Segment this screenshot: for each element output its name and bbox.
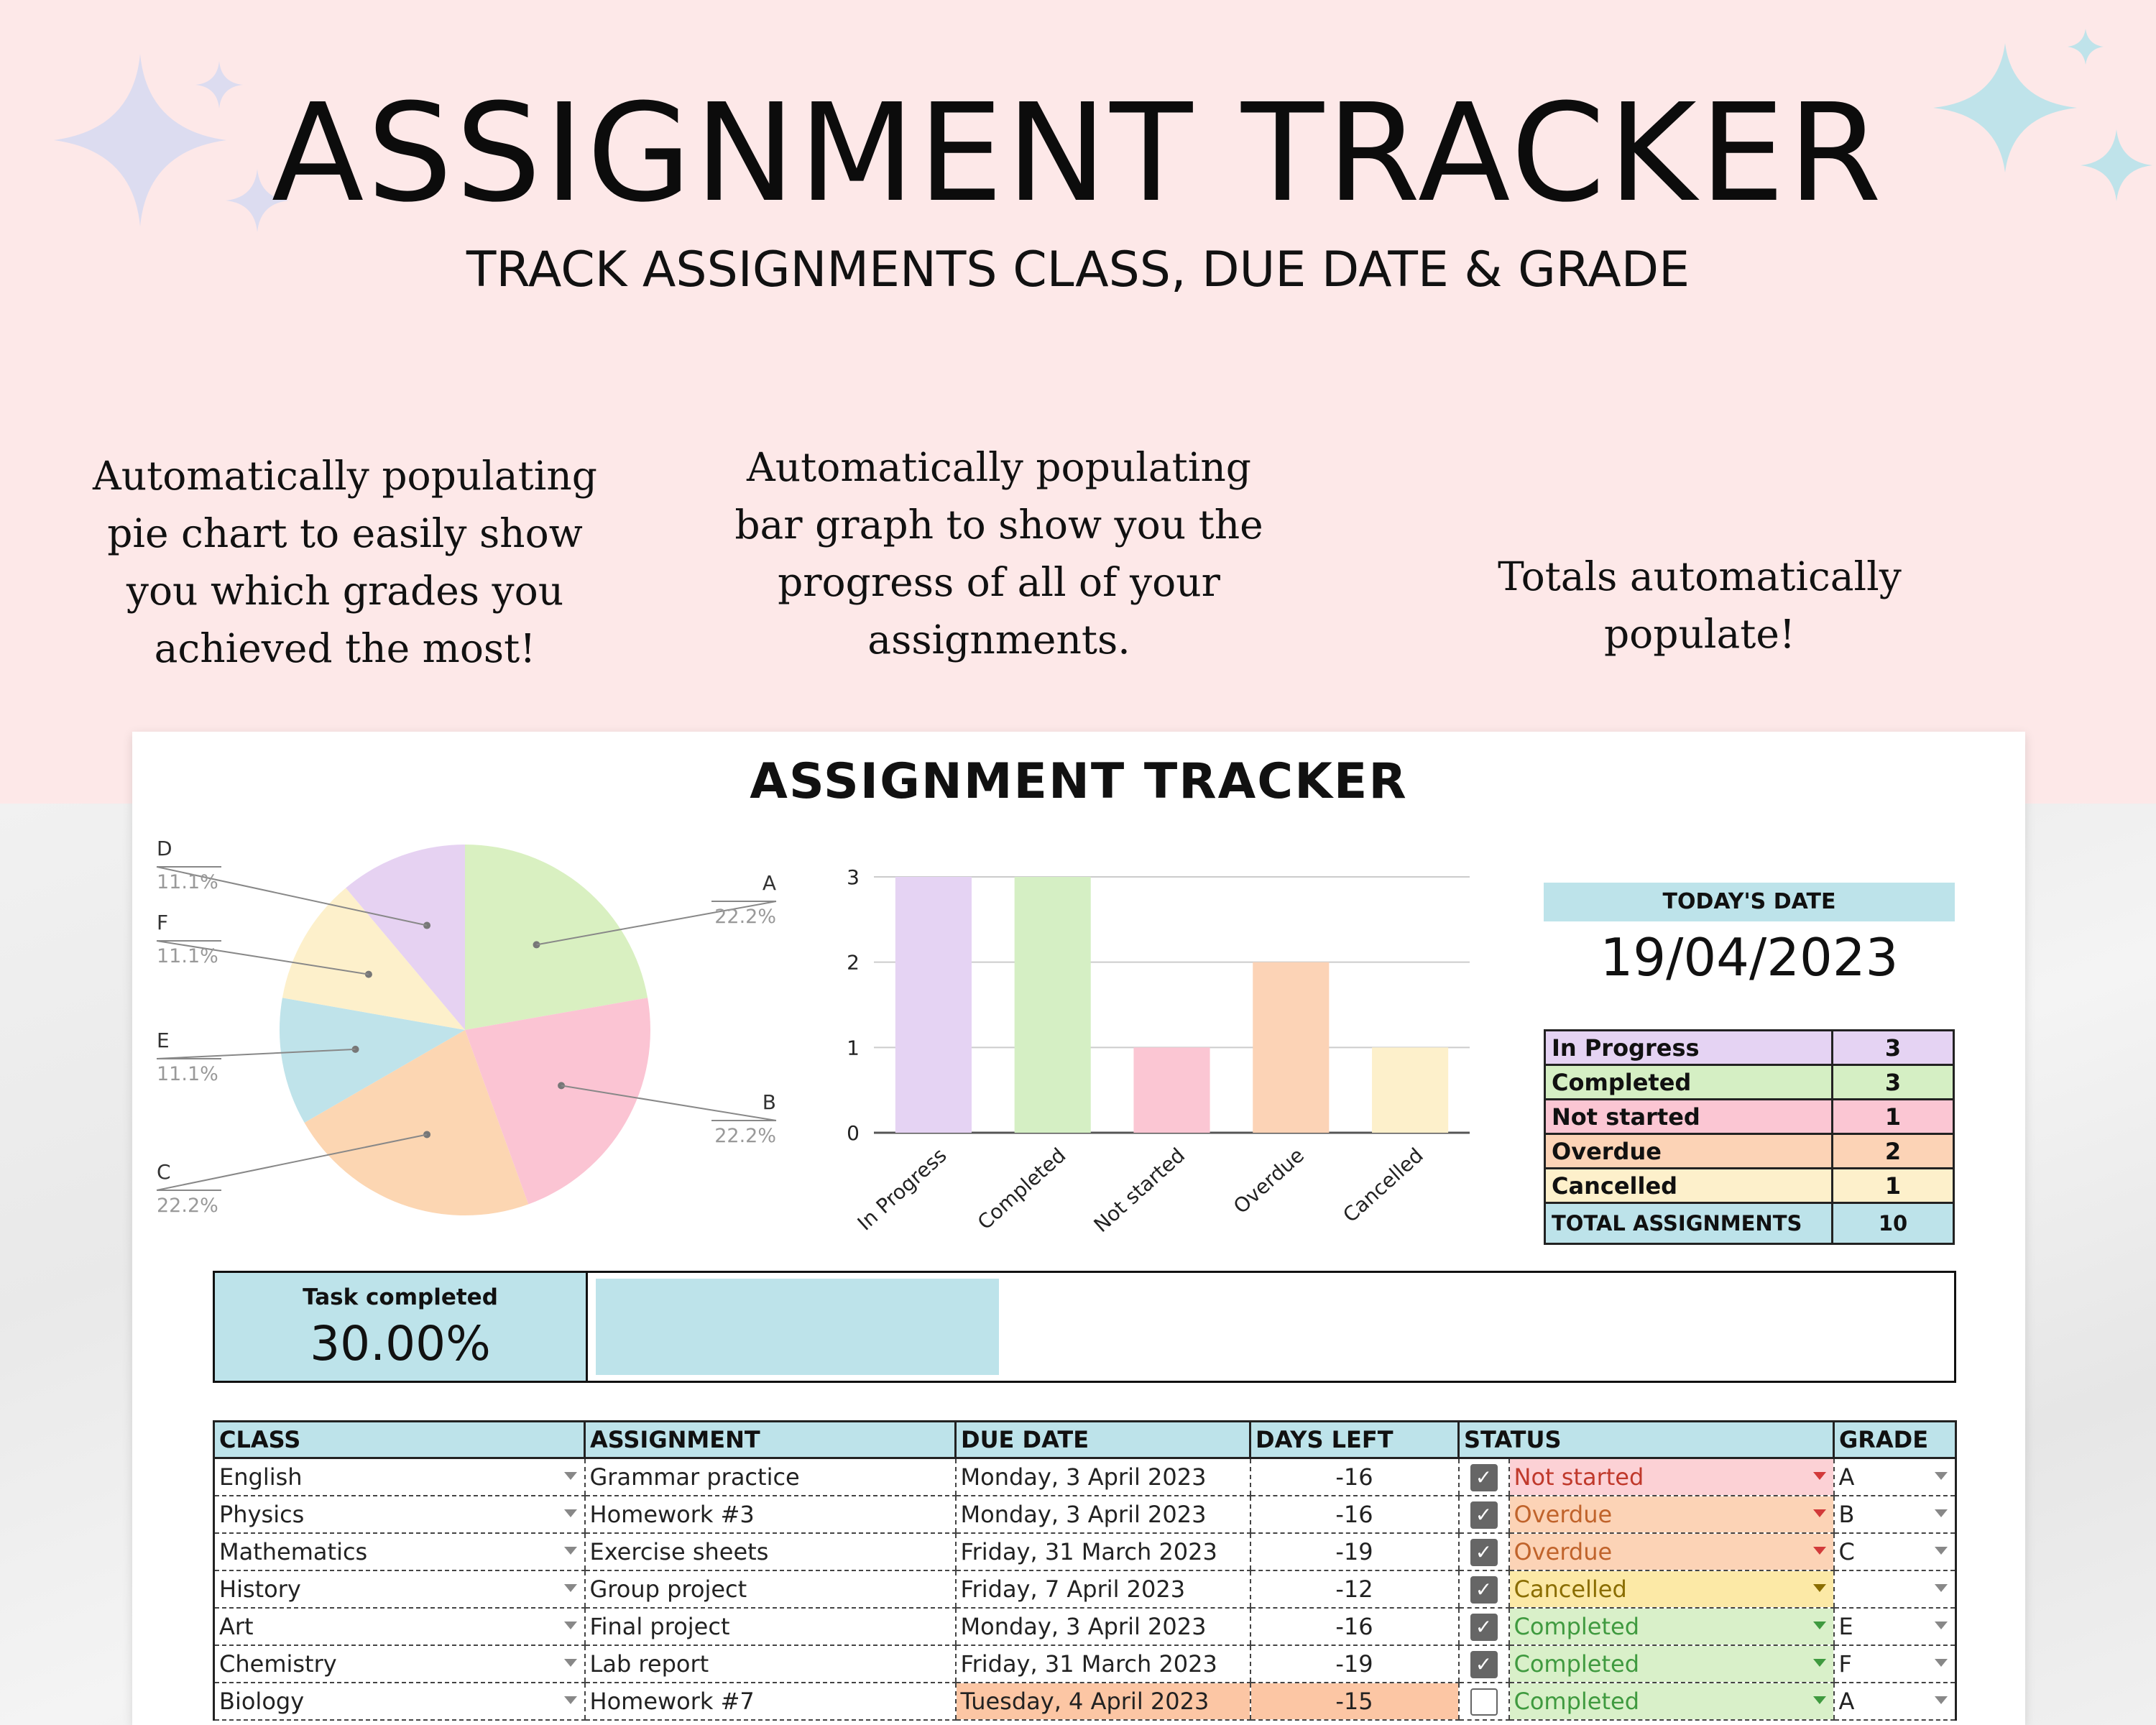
pie-percent-b: 22.2% (714, 1125, 776, 1147)
status-bar-chart (834, 848, 1480, 1251)
dropdown-arrow-icon[interactable] (1813, 1509, 1826, 1517)
dropdown-arrow-icon[interactable] (1935, 1472, 1948, 1480)
days-left-cell: -19 (1250, 1645, 1459, 1683)
assignment-cell[interactable]: Homework #7 (585, 1683, 956, 1720)
done-checkbox-cell[interactable] (1459, 1683, 1509, 1720)
class-value: History (219, 1576, 301, 1603)
bar-x-tick-label: Overdue (1229, 1143, 1309, 1219)
todays-date-value: 19/04/2023 (1600, 927, 1899, 988)
progress-label-cell (215, 1273, 588, 1381)
dropdown-arrow-icon[interactable] (1813, 1622, 1826, 1629)
grade-pie-chart (144, 834, 791, 1236)
class-value: Chemistry (219, 1650, 337, 1678)
dropdown-arrow-icon[interactable] (564, 1696, 577, 1704)
progress-percent: 30.00% (310, 1316, 491, 1371)
grade-dropdown[interactable] (1834, 1645, 1956, 1683)
pie-blurb-line: pie chart to easily show (107, 510, 583, 556)
checked-checkbox-icon[interactable]: ✓ (1470, 1539, 1498, 1566)
bar-blurb-line: assignments. (867, 617, 1130, 663)
grade-dropdown[interactable] (1834, 1570, 1956, 1608)
days-left-cell: -12 (1250, 1570, 1459, 1608)
status-value: Completed (1514, 1688, 1640, 1715)
dropdown-arrow-icon[interactable] (564, 1584, 577, 1592)
status-value: Overdue (1514, 1501, 1613, 1528)
todays-date-label: TODAY'S DATE (1544, 883, 1955, 921)
done-checkbox-cell[interactable] (1459, 1458, 1509, 1496)
totals-blurb (1459, 548, 1940, 663)
done-checkbox-cell[interactable] (1459, 1608, 1509, 1645)
pie-blurb-line: Automatically populating (93, 453, 597, 499)
totals-row-label: Completed (1545, 1065, 1833, 1100)
progress-bar-fill (596, 1279, 999, 1375)
column-header-days-left[interactable]: DAYS LEFT (1250, 1422, 1459, 1458)
totals-blurb-line: Totals automatically (1498, 553, 1902, 599)
totals-row-value: 3 (1833, 1065, 1954, 1100)
bar-blurb (733, 438, 1265, 668)
pie-percent-d: 11.1% (157, 871, 218, 893)
bar-blurb-line: Automatically populating (747, 444, 1251, 490)
total-assignments-label: TOTAL ASSIGNMENTS (1545, 1203, 1833, 1244)
bar-in-progress (895, 877, 972, 1133)
days-left-cell: -15 (1250, 1683, 1459, 1720)
totals-row-label: Overdue (1545, 1134, 1833, 1169)
pie-percent-c: 22.2% (157, 1195, 218, 1217)
pie-blurb-line: you which grades you (126, 568, 564, 614)
bar-x-tick-label: Cancelled (1338, 1143, 1428, 1228)
pie-slice-a (465, 845, 648, 1030)
checked-checkbox-icon[interactable]: ✓ (1470, 1501, 1498, 1529)
status-value: Not started (1514, 1463, 1644, 1491)
dropdown-arrow-icon[interactable] (1935, 1509, 1948, 1517)
table-row[interactable] (214, 1608, 1956, 1645)
due-date-cell[interactable]: Friday, 7 April 2023 (956, 1570, 1250, 1608)
totals-row-value: 2 (1833, 1134, 1954, 1169)
task-progress-panel (213, 1271, 1956, 1383)
due-date-cell[interactable]: Monday, 3 April 2023 (956, 1496, 1250, 1533)
dropdown-arrow-icon[interactable] (564, 1472, 577, 1480)
done-checkbox-cell[interactable] (1459, 1496, 1509, 1533)
assignment-cell[interactable]: Grammar practice (585, 1458, 956, 1496)
totals-row (1545, 1065, 1954, 1100)
column-header-grade[interactable]: GRADE (1834, 1422, 1956, 1458)
dropdown-arrow-icon[interactable] (1813, 1659, 1826, 1667)
pie-blurb (79, 447, 611, 677)
dropdown-arrow-icon[interactable] (1813, 1472, 1826, 1480)
table-row[interactable] (214, 1458, 1956, 1496)
pie-label-e: E (157, 1029, 170, 1052)
totals-row-label: Cancelled (1545, 1169, 1833, 1203)
hero-subtitle: TRACK ASSIGNMENTS CLASS, DUE DATE & GRADE (466, 242, 1690, 298)
totals-row-label: Not started (1545, 1100, 1833, 1134)
totals-row-value: 3 (1833, 1031, 1954, 1065)
totals-row (1545, 1169, 1954, 1203)
bar-completed (1015, 877, 1091, 1133)
totals-row (1545, 1100, 1954, 1134)
due-date-cell[interactable]: Monday, 3 April 2023 (956, 1608, 1250, 1645)
assignment-cell[interactable]: Exercise sheets (585, 1533, 956, 1570)
dropdown-arrow-icon[interactable] (1935, 1696, 1948, 1704)
unchecked-checkbox-icon[interactable] (1470, 1688, 1498, 1716)
pie-label-c: C (157, 1160, 171, 1184)
days-left-cell: -16 (1250, 1458, 1459, 1496)
bar-blurb-line: progress of all of your (778, 559, 1220, 605)
dropdown-arrow-icon[interactable] (1935, 1622, 1948, 1629)
pie-percent-a: 22.2% (714, 906, 776, 928)
column-header-due-date[interactable]: DUE DATE (956, 1422, 1250, 1458)
pie-label-d: D (157, 837, 172, 860)
bar-y-tick-label: 1 (847, 1036, 860, 1060)
class-dropdown[interactable] (214, 1645, 585, 1683)
pie-percent-f: 11.1% (157, 945, 218, 967)
totals-row-label: In Progress (1545, 1031, 1833, 1065)
hero-title: ASSIGNMENT TRACKER (271, 75, 1885, 232)
class-dropdown[interactable] (214, 1458, 585, 1496)
status-dropdown[interactable] (1509, 1570, 1834, 1608)
grade-value: F (1838, 1650, 1852, 1678)
totals-blurb-line: populate! (1603, 611, 1796, 657)
status-dropdown[interactable] (1509, 1645, 1834, 1683)
bar-y-tick-label: 3 (847, 865, 860, 889)
status-dropdown[interactable] (1509, 1496, 1834, 1533)
status-dropdown[interactable] (1509, 1533, 1834, 1570)
bar-not-started (1133, 1047, 1210, 1133)
class-dropdown[interactable] (214, 1570, 585, 1608)
dropdown-arrow-icon[interactable] (564, 1509, 577, 1517)
dropdown-arrow-icon[interactable] (564, 1547, 577, 1555)
bar-cancelled (1372, 1047, 1448, 1133)
due-date-cell[interactable]: Monday, 3 April 2023 (956, 1458, 1250, 1496)
grade-dropdown[interactable] (1834, 1458, 1956, 1496)
dropdown-arrow-icon[interactable] (1935, 1659, 1948, 1667)
assignment-cell[interactable]: Final project (585, 1608, 956, 1645)
status-dropdown[interactable] (1509, 1608, 1834, 1645)
days-left-cell: -16 (1250, 1496, 1459, 1533)
bar-y-tick-label: 0 (847, 1121, 860, 1145)
assignment-cell[interactable]: Lab report (585, 1645, 956, 1683)
assignment-cell[interactable]: Group project (585, 1570, 956, 1608)
pie-label-b: B (762, 1090, 776, 1114)
status-totals-table (1544, 1029, 1955, 1245)
bar-x-tick-label: In Progress (852, 1143, 952, 1236)
bar-x-tick-label: Not started (1089, 1143, 1190, 1238)
bar-x-tick-label: Completed (972, 1143, 1071, 1235)
status-value: Completed (1514, 1650, 1640, 1678)
class-value: Mathematics (219, 1538, 368, 1565)
dropdown-arrow-icon[interactable] (1935, 1547, 1948, 1555)
done-checkbox-cell[interactable] (1459, 1645, 1509, 1683)
class-value: Biology (219, 1688, 305, 1715)
totals-row (1545, 1134, 1954, 1169)
totals-row (1545, 1031, 1954, 1065)
dropdown-arrow-icon[interactable] (1813, 1547, 1826, 1555)
grade-value: A (1838, 1688, 1855, 1715)
class-dropdown[interactable] (214, 1608, 585, 1645)
grade-value: A (1838, 1463, 1855, 1491)
due-date-cell[interactable]: Friday, 31 March 2023 (956, 1533, 1250, 1570)
status-value: Completed (1514, 1613, 1640, 1640)
dropdown-arrow-icon[interactable] (564, 1622, 577, 1629)
table-row[interactable] (214, 1570, 1956, 1608)
table-row[interactable] (214, 1496, 1956, 1533)
table-row[interactable] (214, 1683, 1956, 1720)
bar-blurb-line: bar graph to show you the (734, 502, 1263, 548)
grade-dropdown[interactable] (1834, 1683, 1956, 1720)
totals-row-value: 1 (1833, 1169, 1954, 1203)
column-header-status[interactable]: STATUS (1459, 1422, 1834, 1458)
class-value: Art (219, 1613, 254, 1640)
sheet-title: ASSIGNMENT TRACKER (750, 753, 1408, 810)
days-left-cell: -16 (1250, 1608, 1459, 1645)
table-row[interactable] (214, 1533, 1956, 1570)
class-value: English (219, 1463, 303, 1491)
status-dropdown[interactable] (1509, 1683, 1834, 1720)
class-dropdown[interactable] (214, 1533, 585, 1570)
bar-overdue (1253, 962, 1329, 1133)
class-value: Physics (219, 1501, 305, 1528)
pie-label-a: A (762, 871, 776, 895)
class-dropdown[interactable] (214, 1496, 585, 1533)
done-checkbox-cell[interactable] (1459, 1570, 1509, 1608)
checked-checkbox-icon[interactable]: ✓ (1470, 1576, 1498, 1604)
grade-value: C (1838, 1538, 1855, 1565)
dropdown-arrow-icon[interactable] (564, 1659, 577, 1667)
column-header-assignment[interactable]: ASSIGNMENT (585, 1422, 956, 1458)
assignment-cell[interactable]: Homework #3 (585, 1496, 956, 1533)
progress-label: Task completed (303, 1284, 498, 1310)
table-row[interactable] (214, 1645, 1956, 1683)
progress-bar-track (596, 1279, 1940, 1375)
column-header-class[interactable]: CLASS (214, 1422, 585, 1458)
grade-value: E (1838, 1613, 1853, 1640)
dropdown-arrow-icon[interactable] (1813, 1696, 1826, 1704)
totals-total-row (1545, 1203, 1954, 1244)
table-header-row (214, 1422, 1956, 1458)
dropdown-arrow-icon[interactable] (1935, 1584, 1948, 1592)
due-date-cell[interactable]: Tuesday, 4 April 2023 (956, 1683, 1250, 1720)
total-assignments-value: 10 (1833, 1203, 1954, 1244)
status-dropdown[interactable] (1509, 1458, 1834, 1496)
grade-value: B (1838, 1501, 1855, 1528)
grade-dropdown[interactable] (1834, 1608, 1956, 1645)
grade-dropdown[interactable] (1834, 1496, 1956, 1533)
pie-percent-e: 11.1% (157, 1063, 218, 1085)
bar-y-tick-label: 2 (847, 950, 860, 975)
checked-checkbox-icon[interactable]: ✓ (1470, 1464, 1498, 1491)
days-left-cell: -19 (1250, 1533, 1459, 1570)
dropdown-arrow-icon[interactable] (1813, 1584, 1826, 1592)
checked-checkbox-icon[interactable]: ✓ (1470, 1614, 1498, 1641)
pie-blurb-line: achieved the most! (154, 625, 536, 671)
class-dropdown[interactable] (214, 1683, 585, 1720)
status-value: Overdue (1514, 1538, 1613, 1565)
assignments-table (213, 1420, 1957, 1721)
done-checkbox-cell[interactable] (1459, 1533, 1509, 1570)
due-date-cell[interactable]: Friday, 31 March 2023 (956, 1645, 1250, 1683)
status-value: Cancelled (1514, 1576, 1627, 1603)
totals-row-value: 1 (1833, 1100, 1954, 1134)
pie-label-f: F (157, 911, 169, 934)
checked-checkbox-icon[interactable]: ✓ (1470, 1651, 1498, 1678)
grade-dropdown[interactable] (1834, 1533, 1956, 1570)
